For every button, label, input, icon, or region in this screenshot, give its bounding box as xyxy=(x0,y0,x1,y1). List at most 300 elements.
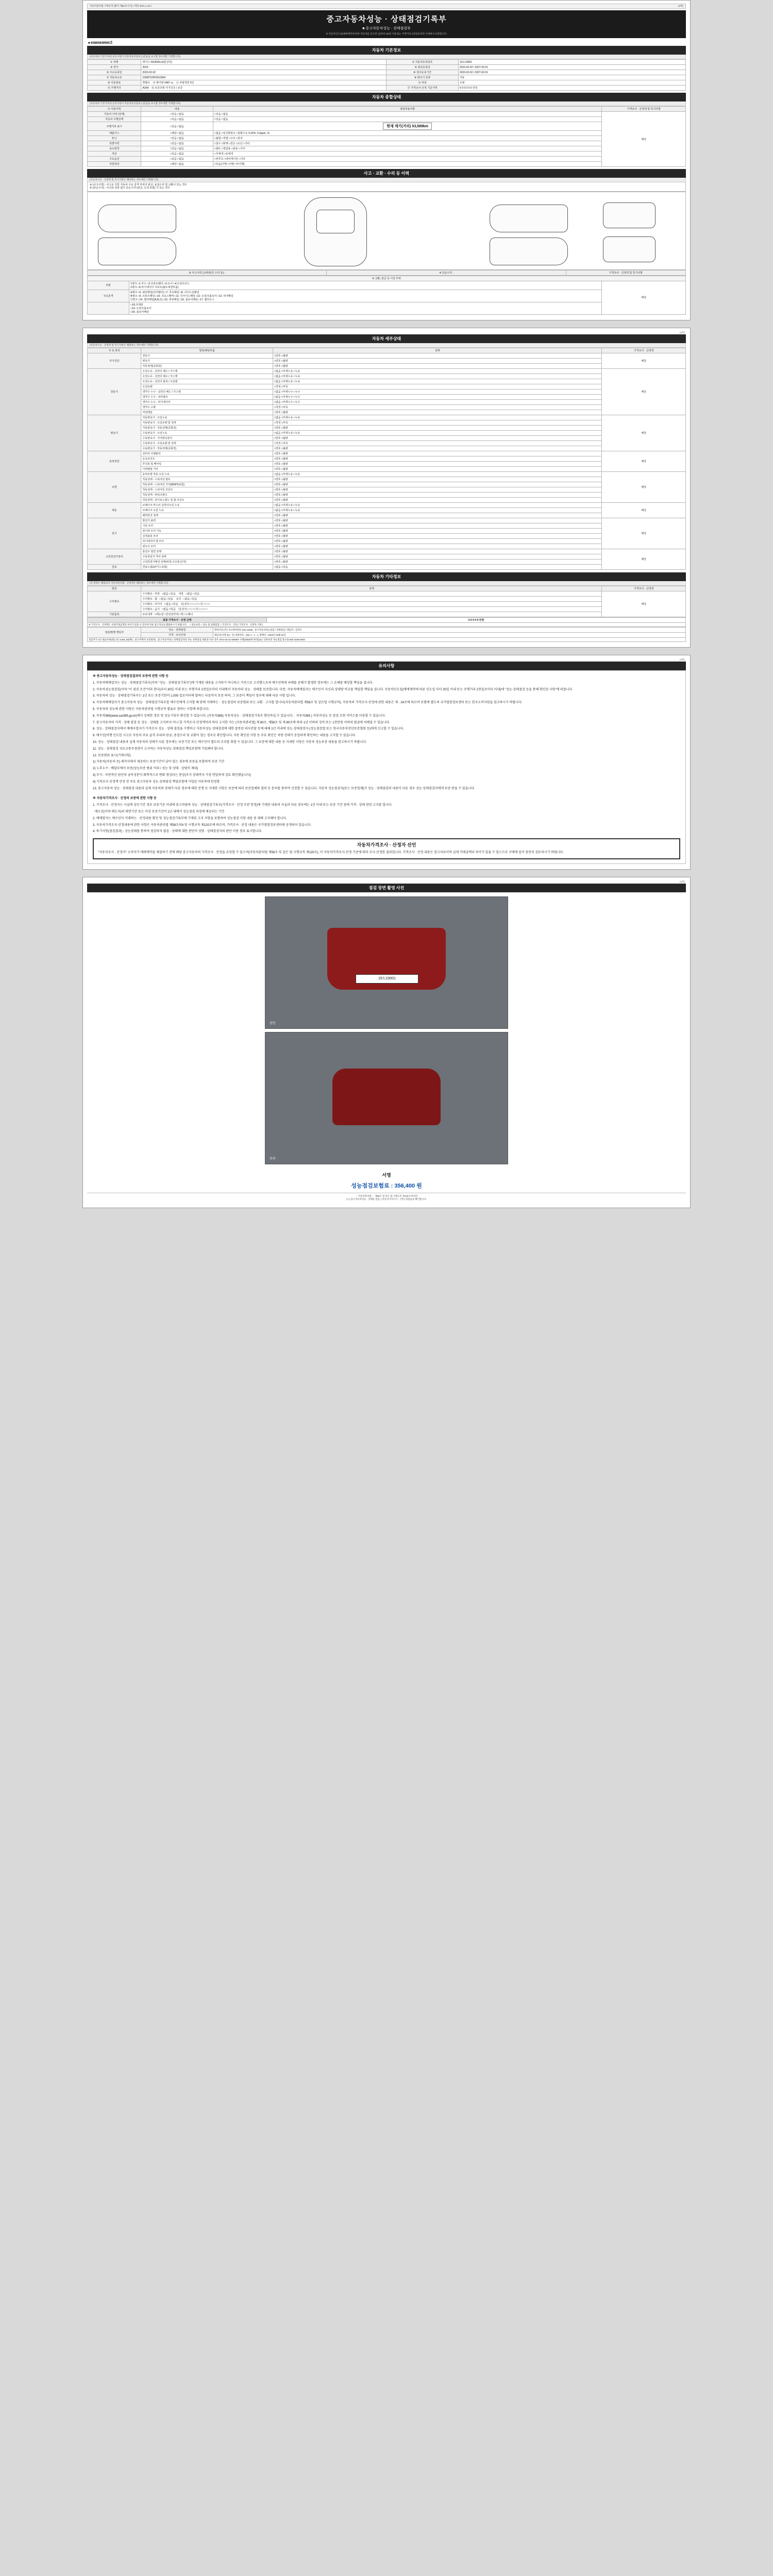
detail-item-state[interactable]: □없음 □미세누유 □누유 xyxy=(273,368,602,374)
detail-item-name: 자동변속기 - 오일유량 및 상태 xyxy=(141,420,273,425)
parts-group-body[interactable] xyxy=(129,302,602,314)
detail-item-name: 커먼레일 xyxy=(141,410,273,415)
table-row xyxy=(88,549,686,554)
status-row-input[interactable]: □해당 □없음 xyxy=(141,131,213,136)
etc-row-body[interactable] xyxy=(141,606,602,612)
detail-item-state[interactable]: □양호 □불량 xyxy=(273,492,602,497)
section-etc-subnote xyxy=(87,581,686,586)
etc-row-body[interactable] xyxy=(141,601,602,606)
table-row xyxy=(88,632,686,637)
detail-item-name: 윈도우 모터 xyxy=(141,544,273,549)
etc-row-body[interactable] xyxy=(141,591,602,596)
table-row xyxy=(88,75,686,80)
etc-table xyxy=(87,586,686,617)
etc-group-label-2: 기본품목 xyxy=(88,612,141,617)
declaration-box xyxy=(93,838,680,859)
table-row xyxy=(88,533,686,538)
issuer-row-value: 명의이전 (주) 나으테마전통 (151-3446) , 중고자동차성능점검 / 상태점검 / 책임자 : 김영수 xyxy=(213,627,685,632)
detail-item-state[interactable]: □양호 □불량 xyxy=(273,456,602,461)
table-row xyxy=(88,507,686,513)
parts-extra-b[interactable]: □19. 트렁크플로어 xyxy=(130,307,152,310)
status-col-2: 점검내용사항 xyxy=(213,107,602,112)
status-row-detail[interactable]: □무채색 □유채색 xyxy=(213,151,602,157)
etc-row-name-2: 유리 xyxy=(176,597,181,601)
detail-item-name: 브레이크 오일 누유 xyxy=(141,507,273,513)
parts-rank-a[interactable]: A랭크 □6. 쿼터패널(리어휀더) □7. 루프패널 □8. 사이드실패널 xyxy=(130,291,199,294)
status-row-input[interactable]: □있음 □없음 xyxy=(141,141,213,146)
detail-item-name: 시동 모터 xyxy=(141,523,273,528)
photo-front-caption: 전면 xyxy=(270,1022,276,1025)
parts-extra-c[interactable]: □20. 플로어패널 xyxy=(130,310,149,314)
table-row xyxy=(88,497,686,502)
table-row xyxy=(88,131,686,136)
detail-item-state[interactable]: □양호 □불량 xyxy=(273,523,602,528)
parts-group-body[interactable] xyxy=(129,290,602,302)
detail-item-name: 수동변속기 - 오일유량 및 상태 xyxy=(141,440,273,446)
engine-value: A25A xyxy=(142,87,149,90)
status-row-detail[interactable]: □침수 □화재 □전손 □도난 □기타 xyxy=(213,141,602,146)
basic-label: ⑰ 가격조사·산정 기준가액 xyxy=(386,86,458,91)
status-row-detail[interactable]: □렌트 □영업용 □관용 □기타 xyxy=(213,146,602,151)
etc-col-1: 상태 xyxy=(141,586,602,591)
notice-sub-head: ※ 자동차가격조사 · 산정의 보증에 관한 사항 등 xyxy=(93,797,157,801)
issuer-table xyxy=(87,627,686,642)
diagram-left-side-view-2 xyxy=(98,238,176,265)
sheet-page-4 xyxy=(82,877,691,1208)
detail-table xyxy=(87,348,686,570)
detail-item-state[interactable]: □없음 □있음 xyxy=(273,564,602,569)
etc-row-body[interactable] xyxy=(141,596,602,601)
detail-item-name: 연료누출(LP가스포함) xyxy=(141,564,273,569)
detail-col-1: 항목/해당부품 xyxy=(141,348,273,353)
table-row xyxy=(88,538,686,544)
table-row xyxy=(88,353,686,358)
status-row-name: 자동차 주행상태 xyxy=(88,117,141,122)
parts-header: ※ 교환, 판금 등 이상 부위 xyxy=(88,276,686,281)
capacity-value: 5인 xyxy=(190,81,194,84)
section-basic-title: 자동차 기본정보 xyxy=(87,46,686,55)
status-note-text: 해당 xyxy=(641,138,647,141)
parts-rank-1[interactable]: 1랭크 □1.후드 □2.프론트휀더 □3.도어 □4.트렁크리드 xyxy=(130,282,190,285)
parts-group-label: 주요골격 xyxy=(88,290,129,302)
status-col-0: ① 사용이력 xyxy=(88,107,141,112)
detail-item-state[interactable]: □양호 □불량 xyxy=(273,451,602,456)
table-row xyxy=(88,404,686,410)
detail-group-label: 고전원전기장치 xyxy=(88,549,141,564)
table-row xyxy=(88,290,686,302)
signature-title: 서명 xyxy=(382,1172,391,1178)
detail-group-note: 해당 xyxy=(602,549,686,569)
detail-item-state[interactable]: □양호 □불량 xyxy=(273,461,602,466)
parts-extra-a[interactable]: □18.프레임 xyxy=(130,303,143,307)
detail-item-state[interactable]: □없음 □미세누유 □누유 xyxy=(273,471,602,477)
section-basic-subnote xyxy=(87,55,686,59)
detail-group-note: 해당 xyxy=(602,368,686,415)
status-note-cell xyxy=(602,112,686,167)
notice-subitem: 2) 노후누수 : 배달부에서 보증(성능보증 범위 이외 / 성능 및 상태 · 상당히 제외) xyxy=(93,767,198,771)
table-header-row xyxy=(88,107,686,112)
table-header-row xyxy=(88,270,686,275)
footer-line-2: [ 1 ] 중고자동차성능 · 상태를 점검, [ 자동차가격조사 · 산정 ] 하였음을 확인합니다. xyxy=(346,1197,427,1200)
detail-item-name: 등속조인트 xyxy=(141,456,273,461)
basic-value: ZSM9TZ9F0010004 xyxy=(141,75,386,80)
issuer-label: 점검/발행 책임자 xyxy=(88,627,141,637)
table-row xyxy=(88,302,686,314)
diagram-front-view xyxy=(603,202,656,228)
table-row xyxy=(88,60,686,65)
basic-label: ⑩ 사용연료 xyxy=(88,80,141,86)
basic-value-group2 xyxy=(141,86,386,91)
detail-item-state[interactable]: □양호 □불량 xyxy=(273,528,602,533)
detail-group-label: 전기 xyxy=(88,518,141,549)
photo-gallery xyxy=(87,892,686,1168)
detail-item-name: 고전원전기배선 상태(피복,구조물,단자) xyxy=(141,559,273,564)
insurance-fee-value: 356,400 원 xyxy=(394,1182,422,1189)
table-row xyxy=(88,528,686,533)
notice-subitem: 4) 가격조사·산정액 산정 전 주요 중고자동차 성능·상태점검 책임보험에 가입된 자동차에 한정함 xyxy=(93,780,220,784)
table-row xyxy=(88,368,686,374)
table-row xyxy=(88,559,686,564)
detail-item-state[interactable]: □양호 □불량 xyxy=(273,497,602,502)
table-row xyxy=(88,487,686,492)
sheet-page-1 xyxy=(82,0,691,320)
sheet-page-3 xyxy=(82,655,691,870)
detail-item-name: 실내송풍 모터 xyxy=(141,533,273,538)
detail-item-name: 수동변속기 - 오일누유 xyxy=(141,430,273,435)
notice-body xyxy=(87,670,686,864)
accident-legend-table xyxy=(87,270,686,276)
final-price-table xyxy=(87,617,686,627)
detail-item-state[interactable]: □없음 □미세누유 □누유 xyxy=(273,502,602,507)
table-row xyxy=(88,80,686,86)
detail-item-state[interactable]: □양호 □불량 xyxy=(273,518,602,523)
table-row xyxy=(88,601,686,606)
etc-row-state[interactable]: □없음 □있음 xyxy=(159,597,174,601)
etc-row-detail[interactable]: □매뉴얼 □안전삼각대 □잭 □스패너 xyxy=(154,613,193,616)
footer-line-1: 「 자동차관리법 」 제58조 및 같은 법 시행규칙 제120조에 따라 xyxy=(355,1194,418,1197)
photo-rear[interactable] xyxy=(265,1032,508,1164)
detail-item-state[interactable]: □양호 □불량 xyxy=(273,410,602,415)
detail-item-state[interactable]: □없음 □미세누수 □누수 xyxy=(273,394,602,399)
displacement-value: 2487 cc xyxy=(164,81,174,84)
table-header-row xyxy=(88,586,686,591)
status-row-input[interactable]: □있음 □없음 xyxy=(141,136,213,141)
etc-row-name: 수리필요 - 휠 xyxy=(142,597,158,601)
notice-sub-item: 4. 특기사항(점검결과) : 성능상태를 통하여 점검하지 않음 · 상태에 대한 판단이 상당 · 상태점검자의 판단 이용 경우 표시합니다. xyxy=(93,830,262,834)
notice-item: 5. 자동차의 성능에 관한 사항은 자동차관리법 시행규칙 별표로 정하는 사항에 따릅니다. xyxy=(93,708,210,711)
page-title: 중고자동차성능 · 상태점검기록부 xyxy=(326,15,447,24)
table-row xyxy=(88,627,686,632)
detail-item-state[interactable]: □양호 □불량 xyxy=(273,435,602,440)
detail-item-state[interactable]: □없음 □미세누유 □누유 xyxy=(273,507,602,513)
table-row xyxy=(88,523,686,528)
basic-value-group xyxy=(141,80,386,86)
detail-item-state[interactable]: □양호 □불량 xyxy=(273,533,602,538)
notice-subitem: 1) 자동차(자동차 등) 제작사에서 제공하는 보증기간이 남아 있는 경우에 보증을 포함하여 보증 기간 xyxy=(93,760,225,764)
accident-subnote-text: (자동차소유 · 산정액 및 특기사항은 해당하는 경우에만 기재합니다) xyxy=(90,178,159,181)
detail-item-state[interactable]: □양호 □불량 xyxy=(273,487,602,492)
status-row-input[interactable]: □있음 □없음 xyxy=(141,151,213,157)
displacement-label: ⑪ 배기량 xyxy=(153,81,164,84)
parts-rank-b[interactable]: B랭크 □9. 프론트패널 □10. 크로스멤버 □11. 인사이드패널 □12. 트렁크플로어 □13. 리어패널 xyxy=(130,294,233,298)
detail-item-state[interactable]: □양호 □불량 xyxy=(273,358,602,363)
status-row-input[interactable]: □해당 □없음 xyxy=(141,162,213,167)
detail-item-name: 오일유량 xyxy=(141,384,273,389)
diagram-right-side-view xyxy=(490,205,568,232)
parts-table xyxy=(87,276,686,315)
diagram-roof xyxy=(316,210,355,233)
table-row xyxy=(88,591,686,596)
status-row-detail[interactable]: □있음(이행 □이행 □미이행) xyxy=(213,162,602,167)
detail-item-state[interactable]: □양호 □불량 xyxy=(273,544,602,549)
basic-label: ⑤ 주소등록일 xyxy=(88,70,141,75)
etc-row-state[interactable]: □없음 □있음 xyxy=(164,602,178,606)
notice-sub-item: 1. 가격조사 · 산정자는 사실에 상응기간 정보 보증기준 이내에 중고차량의 성능 · 상태점검기록부(가격조사 · 산정 부분 한정)에 기재한 내용의 사실과 다른 경우에는 1년 이내 또는 보증 기간 중에 가격 · 상태 관련 고지를 합니다. xyxy=(93,804,393,807)
detail-item-state[interactable]: □양호 □불량 xyxy=(273,559,602,564)
detail-item-state[interactable]: □양호 □불량 xyxy=(273,446,602,451)
notice-item: 11. 성능 · 상태점검 국토교통부장관이 고시하는 자동차성능·상태점검 책임보험에 가입해야 합니다. xyxy=(93,747,224,751)
basic-value: 2023-02-02 xyxy=(141,70,386,75)
table-row xyxy=(88,461,686,466)
detail-item-state[interactable]: □양호 □불량 xyxy=(273,363,602,368)
detail-item-name: 충전구 절연 상태 xyxy=(141,549,273,554)
etc-row-name: 수리필요 - 습기 xyxy=(142,607,160,611)
odometer-value: 현재 계기(거리) 53,589km xyxy=(383,123,432,130)
status-row-name: 자동차 이력 (상태) xyxy=(88,112,141,117)
detail-item-state[interactable]: □적정 □부족 xyxy=(273,440,602,446)
table-row xyxy=(88,136,686,141)
table-row xyxy=(88,86,686,91)
detail-item-name: 수동변속기 - 기어변속장치 xyxy=(141,435,273,440)
table-row xyxy=(88,554,686,559)
detail-item-name: 오일누유 - 실린더 블록 / 오일팬 xyxy=(141,379,273,384)
page-number-4: (4쪽) xyxy=(679,880,685,883)
notice-item: 10. 성능 · 상태점검 내용과 실제 자동차의 상태가 다른 경우에는 보증기간 또는 매수인이 별도의 조치를 취할 수 있습니다. 그 보증에 대한 내용 등 자세한 사항은 자동차 성능보증 내용을 참고하시기 바랍니다. xyxy=(93,741,367,744)
detail-item-state[interactable]: □양호 □불량 xyxy=(273,425,602,430)
section-status-subnote xyxy=(87,101,686,106)
detail-group-note: 해당 xyxy=(602,451,686,471)
vehicle-damage-diagram[interactable] xyxy=(87,192,686,270)
photo-rear-car-body xyxy=(332,1069,441,1125)
table-row xyxy=(88,389,686,394)
table-row xyxy=(88,564,686,569)
detail-item-state[interactable]: □양호 □불량 xyxy=(273,513,602,518)
section-accident-subnote xyxy=(87,178,686,182)
notice-item: 7. 중고자동차의 가격 · 상태 점검 등 성능 · 상태를 고지하지 아니 한 가격조사·산정액이라 하다 고지한 자는 (자동차관리법) 제 80조, 제58조 및 제 80조에 따라 1년 이하의 징역 또는 1천만원 이하의 벌금에 처해질 수 있습니다. xyxy=(93,721,390,724)
table-row xyxy=(88,637,686,641)
detail-item-name: 오일누유 - 실린더 헤드 / 가스켓 xyxy=(141,368,273,374)
status-row-name: 용도변경 xyxy=(88,146,141,151)
basic-label: ⑬ 차종 xyxy=(386,80,458,86)
detail-item-name: 디퍼렌셜 기어 xyxy=(141,466,273,471)
price-note-left: ※ 가격조사 · 산정액은 실제거래금액과 차이가 있을 수 있으며 단순 참고자료로 활용하시기 바랍니다. xyxy=(89,623,187,626)
detail-item-name: 클러치 어셈블리 xyxy=(141,451,273,456)
detail-item-name: 작동상태 - 파워크랭크 xyxy=(141,492,273,497)
parts-rank-2[interactable]: 2랭크 □5.라디에이터 서포트(볼트체결부품) xyxy=(130,285,179,289)
detail-item-state[interactable]: □없음 □미세누수 □누수 xyxy=(273,399,602,404)
table-row xyxy=(88,446,686,451)
notice-sub-item: 2. 매매업자는 매수인이 거래하는 · 산정내용 확인 및 성능점검기록부에 기재된 고지 사항을 포함하여 성능점검 사항 내용 중 대해 고지해야 합니다. xyxy=(93,817,287,820)
basic-label: ⑮ 주행거리 xyxy=(88,86,141,91)
table-row xyxy=(88,502,686,507)
table-row xyxy=(88,151,686,157)
status-row-input[interactable]: □있음 □없음 xyxy=(141,157,213,162)
warranty-label: ⑯ 보증유형 xyxy=(152,87,165,90)
detail-item-state[interactable]: □양호 □불량 xyxy=(273,538,602,544)
table-row xyxy=(88,141,686,146)
table-row xyxy=(88,281,686,290)
accident-definitions xyxy=(87,182,686,192)
status-subnote-text: (자동차의 기본기록과 등록사항이 자동차등록증과 ( )같음을 표시함 경우에만 기재합니다) xyxy=(90,102,181,105)
table-row xyxy=(88,146,686,151)
basic-value: 소형 xyxy=(458,80,685,86)
license-plate-front: 15도23001 xyxy=(356,974,418,984)
detail-item-state[interactable]: □없음 □미세누유 □누유 xyxy=(273,415,602,420)
table-row xyxy=(88,117,686,122)
price-note-right[interactable]: □ 성능보증 □ 성능 및 상태점검 □ 가격조사 · 산정 ( 가격조사 · 산정자 기재 ) xyxy=(189,623,263,626)
parts-rank-c[interactable]: C랭크 □14. 필러패널(A,B,C) □15. 대쉬패널 □16. 플로어패널 □17. 휠하우스 xyxy=(130,298,215,301)
detail-item-name: 추진축 및 베어링 xyxy=(141,461,273,466)
notice-item: 13. 중고자동차 성능 · 상태점검 내용과 실제 자동차의 상태가 다른 경우에 대한 분쟁 등 자세한 사항은 보증에 따라 보증업체와 협의 등 문의를 통하여 신청할 수 있습니다. 자동차 성능점검자(또는 보증업체)가 성능 · 상태점검의 내용이 다른 경우 성능·상태점검자에게 보증 받을 수 있습니다. xyxy=(93,787,475,790)
detail-item-name: 작동상태(공회전) xyxy=(141,363,273,368)
basic-label: ⑧ 변속기 종류 xyxy=(386,75,458,80)
detail-item-name: 변속기 xyxy=(141,358,273,363)
etc-row-state: 보유내역 xyxy=(142,613,153,616)
status-row-input[interactable]: □있음 □없음 xyxy=(141,146,213,151)
detail-item-state[interactable]: □양호 □불량 xyxy=(273,466,602,471)
table-row xyxy=(88,617,686,622)
basic-label: ③ 연식 xyxy=(88,65,141,70)
detail-item-name: 작동상태 - 스티어링 기어(MDPS포함) xyxy=(141,482,273,487)
basic-label: ⑦ 자동차소유 xyxy=(88,75,141,80)
basic-label: ④ 최초등록일 xyxy=(386,65,458,70)
etc-col-2: 가격조사 · 산정액 xyxy=(602,586,686,591)
table-row xyxy=(88,435,686,440)
basic-value: 2023-02-02 / 2027-02-01 xyxy=(458,70,685,75)
status-row-detail[interactable]: □있음 □없음 xyxy=(213,112,602,117)
detail-item-state[interactable]: □없음 □미세누유 □누유 xyxy=(273,379,602,384)
basic-value: 0 0 0 0 0 0 만원 xyxy=(458,86,685,91)
detail-item-name: 작동상태 - 스티어링 조인트 xyxy=(141,487,273,492)
detail-item-state[interactable]: □적정 □부족 xyxy=(273,384,602,389)
table-row xyxy=(88,596,686,601)
warranty-value: 자기인증 / 보증 xyxy=(165,87,183,90)
basic-value: 렉서스 NX400h+(4륜상당) xyxy=(141,60,386,65)
etc-row-detail[interactable]: î운전석 □ □ □ / 뒤 □ □ □ □ xyxy=(178,607,208,611)
diagram-right-side-view-2 xyxy=(490,238,568,265)
detail-item-state[interactable]: □양호 □불량 xyxy=(273,549,602,554)
photo-front[interactable] xyxy=(265,896,508,1029)
table-row xyxy=(88,456,686,461)
detail-item-state[interactable]: □양호 □불량 xyxy=(273,353,602,358)
fuel-value: 휘발유 xyxy=(142,81,150,84)
notice-item: 1. 자동차매매업자는 성능 · 상태점검기록부(이하 "성능 · 상태점검기록부")에 기재된 내용을 고지하기 아니하고 거짓으로 고지했으로써 매수인에게 피해를 준해가 발생한 경우에는 그 손해를 배상할 책임을 집니다. xyxy=(93,681,374,685)
detail-item-state[interactable]: □양호 □불량 xyxy=(273,554,602,559)
table-row xyxy=(88,276,686,281)
footer-note xyxy=(87,1193,686,1202)
notice-item: 3. 자동차의 성능 · 상태점검기록부는 1년 또는 보증기한이 1,000 킬로미터에 달하는 다음까지 보증 하며, 그 보증이 책임이 경우에 대해 다른 사항 입니다. xyxy=(93,694,296,698)
insurance-fee-label: 성능점검보험료 : xyxy=(351,1182,393,1189)
detail-item-state[interactable]: □없음 □미세누유 □누유 xyxy=(273,430,602,435)
detail-item-name: 브레이크 마스터 실린더오일 누유 xyxy=(141,502,273,507)
table-row xyxy=(88,415,686,420)
detail-item-state[interactable]: □적정 □부족 xyxy=(273,420,602,425)
notice-subitem: 3) 부식 : 자연적인 원인의 금속성분이 화학적으로 변화 생성되는 현상(부식 상태까지 가장 면밀하게 검토 확인했습니다) xyxy=(93,774,251,777)
document-number: ■ 60880849965호 xyxy=(88,42,113,45)
status-row-detail[interactable]: □썬루프 □내비게이션 □기타 xyxy=(213,157,602,162)
detail-item-state[interactable]: □양호 □불량 xyxy=(273,482,602,487)
sheet-page-2 xyxy=(82,328,691,648)
status-row-input[interactable]: □있음 □없음 xyxy=(141,117,213,122)
section-etc-title: 자동차 기타정보 xyxy=(87,572,686,581)
etc-row-state-2[interactable]: □없음 □있음 xyxy=(186,592,199,596)
status-row-detail[interactable]: □불법 □적법 □구조 □장치 xyxy=(213,136,602,141)
final-price-value: 0 0 0 0 0 만원 xyxy=(267,617,686,622)
status-row-detail[interactable]: □없음 □일산화탄소 □탄화수소 0.02%, 0.0ppm, % xyxy=(213,131,602,136)
section-accident-title: 사고 · 교환 · 수리 등 이력 xyxy=(87,169,686,178)
detail-item-name: 와이퍼 모터 기능 xyxy=(141,528,273,533)
status-row-input[interactable]: □있음 □없음 xyxy=(141,122,213,131)
table-row xyxy=(88,513,686,518)
status-col-3: 가격조사 · 산정액 및 특기사항 xyxy=(602,107,686,112)
table-row xyxy=(88,112,686,117)
table-row xyxy=(88,492,686,497)
etc-row-state[interactable]: □없음 □있음 xyxy=(162,592,176,596)
status-row-name: 주행거리 표시 xyxy=(88,122,141,131)
status-row-input[interactable]: □있음 □없음 xyxy=(141,112,213,117)
detail-item-state[interactable]: □없음 □미세누유 □누유 xyxy=(273,374,602,379)
detail-item-state[interactable]: □없음 □미세누수 □누수 xyxy=(273,389,602,394)
table-row xyxy=(88,410,686,415)
detail-group-note: 해당 xyxy=(602,353,686,368)
detail-group-note: 해당 xyxy=(602,471,686,502)
form-legal-header xyxy=(87,4,686,9)
status-row-name: 배출가스 xyxy=(88,131,141,136)
table-row xyxy=(88,425,686,430)
accident-line-1: ※ (사고이력) : 사고로 인한 자동차 주요 골격 부위의 판금, 용접수리 및 교환이 있는 경우 xyxy=(90,183,188,187)
detail-group-label: 조향 xyxy=(88,471,141,502)
table-row xyxy=(88,65,686,70)
page-subtitle: ■ 중고자동차성능 · 상태점검부 xyxy=(362,27,411,30)
table-row xyxy=(88,358,686,363)
parts-group-body[interactable] xyxy=(129,281,602,290)
detail-group-label: 자기진단 xyxy=(88,353,141,368)
issuer-row-key: 가격 · 조사산정 xyxy=(141,632,213,637)
detail-item-name: 작동상태 - 스티어링 펌프 xyxy=(141,477,273,482)
notice-item: 9. 매수인(여행 인도한 시고로 자동차 주요 골격 부위의 판금, 용접수리 및 교환이 있는 경우로 확인합니다. 자동 확인된 사항 등 주요 확인은 차량 상태가 동일하게 확인하는 내용을 고지할 수 있습니다. xyxy=(93,734,356,738)
page-number-2: (2쪽) xyxy=(679,331,685,334)
etc-row-body[interactable] xyxy=(141,612,602,617)
table-row xyxy=(88,518,686,523)
etc-price-note: 해당 xyxy=(602,591,686,617)
table-row xyxy=(88,157,686,162)
etc-row-state-2[interactable]: □없음 □있음 xyxy=(183,597,197,601)
notice-item: 12. 보증범위 표시(기재사항) xyxy=(93,754,131,757)
section-detail-subnote xyxy=(87,343,686,348)
table-row xyxy=(88,420,686,425)
parts-price-note: 해당 xyxy=(602,281,686,314)
detail-item-name: 동력조향 작동 오일 누유 xyxy=(141,471,273,477)
detail-group-label: 제동 xyxy=(88,502,141,518)
status-row-detail[interactable]: □있음 □없음 xyxy=(213,117,602,122)
detail-item-state[interactable]: □양호 □불량 xyxy=(273,477,602,482)
section-notice-title: 유의사항 xyxy=(87,662,686,670)
status-row-name: 튜닝 xyxy=(88,136,141,141)
detail-item-state[interactable]: □적정 □부족 xyxy=(273,404,602,410)
etc-row-state[interactable]: □없음 □있음 xyxy=(162,607,176,611)
etc-row-detail[interactable]: î운전석 □ □ □ / □ 뒤 □ □ □ xyxy=(181,602,210,606)
table-row xyxy=(88,394,686,399)
